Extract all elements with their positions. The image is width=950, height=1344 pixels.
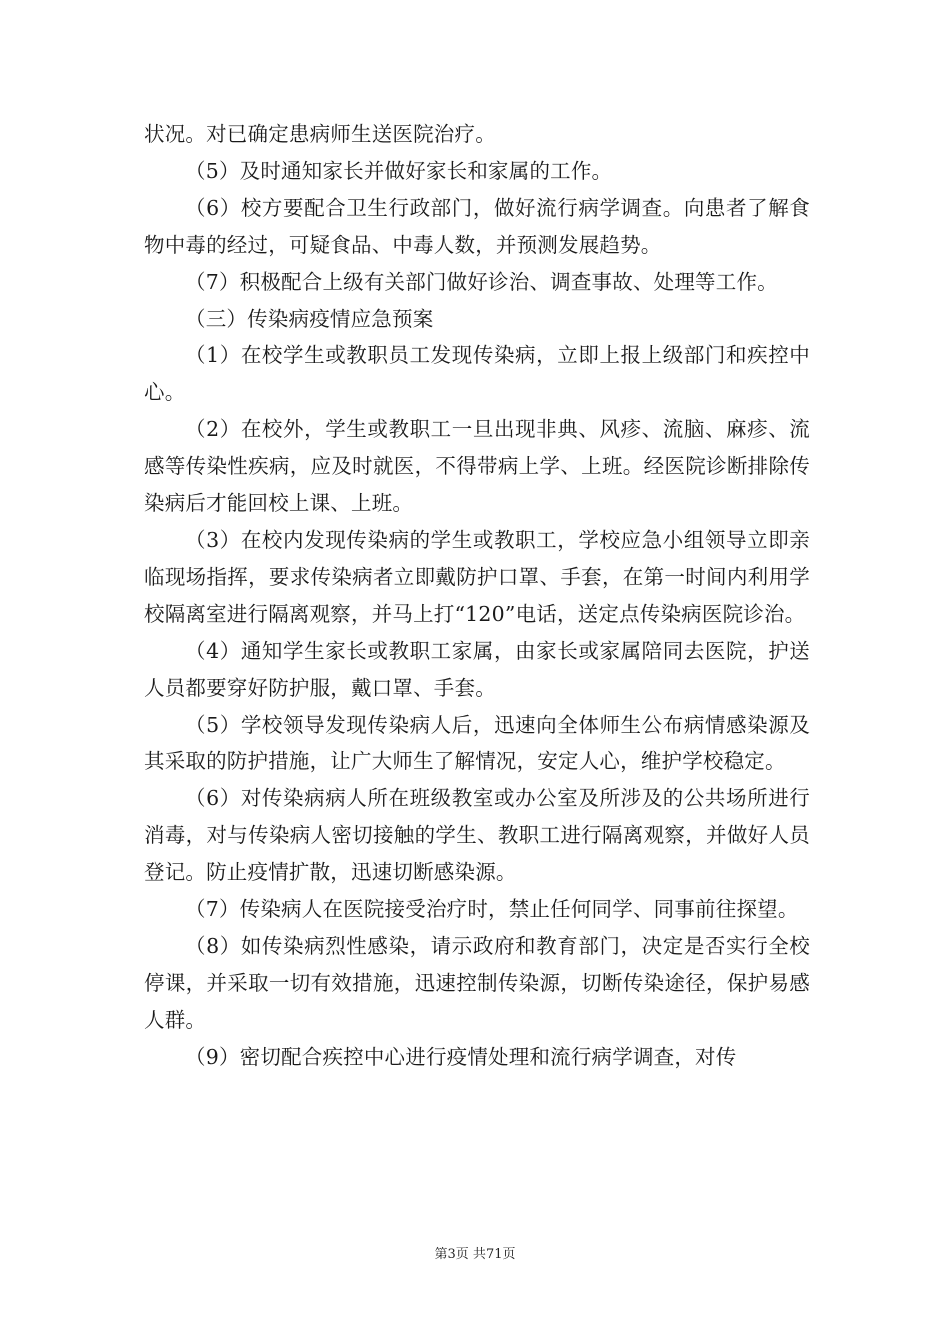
footer-total-pages: 71 [485,1247,503,1262]
paragraph-1: 状况。对已确定患病师生送医院治疗。 [144,122,496,146]
footer-current-page: 3 [447,1247,456,1262]
footer-prefix: 第 [434,1247,448,1262]
paragraph-4: （7）积极配合上级有关部门做好诊治、调查事故、处理等工作。 [185,269,778,294]
paragraph-12: （7）传染病人在医院接受治疗时，禁止任何同学、同事前往探望。 [185,897,799,922]
paragraph-14: （9）密切配合疾控中心进行疫情处理和流行病学调查，对传 [185,1044,737,1069]
paragraph-9: （4）通知学生家长或教职工家属，由家长或家属陪同去医院，护送人员都要穿好防护服，戴口罩、手套。 [144,638,810,700]
paragraph-2: （5）及时通知家长并做好家长和家属的工作。 [185,158,613,183]
paragraph-11: （6）对传染病病人所在班级教室或办公室及所涉及的公共场所进行消毒，对与传染病人密切接触的学生、教职工进行隔离观察，并做好人员登记。防止疫情扩散，迅速切断感染源。 [144,786,810,885]
paragraph-8: （3）在校内发现传染病的学生或教职工，学校应急小组领导立即亲临现场指挥，要求传染病者立即戴防护口罩、手套，在第一时间内利用学校隔离室进行隔离观察，并马上打“120”电话，送定点传染病医院诊治。 [144,527,810,626]
paragraph-6: （1）在校学生或教职员工发现传染病，立即上报上级部门和疾控中心。 [144,343,810,405]
document-body [144,116,810,1076]
footer-suffix: 页 [502,1247,516,1262]
paragraph-3: （6）校方要配合卫生行政部门，做好流行病学调查。向患者了解食物中毒的经过，可疑食品、中毒人数，并预测发展趋势。 [144,195,810,257]
section-heading: （三）传染病疫情应急预案 [185,306,434,331]
paragraph-7: （2）在校外，学生或教职工一旦出现非典、风疹、流脑、麻疹、流感等传染性疾病，应及时就医，不得带病上学、上班。经医院诊断排除传染病后才能回校上课、上班。 [144,417,810,516]
paragraph-10: （5）学校领导发现传染病人后，迅速向全体师生公布病情感染源及其采取的防护措施，让广大师生了解情况，安定人心，维护学校稳定。 [144,712,810,774]
page-footer [0,1246,950,1264]
footer-middle: 页 共 [455,1247,486,1262]
paragraph-13: （8）如传染病烈性感染，请示政府和教育部门，决定是否实行全校停课，并采取一切有效措施，迅速控制传染源，切断传染途径，保护易感人群。 [144,933,810,1032]
